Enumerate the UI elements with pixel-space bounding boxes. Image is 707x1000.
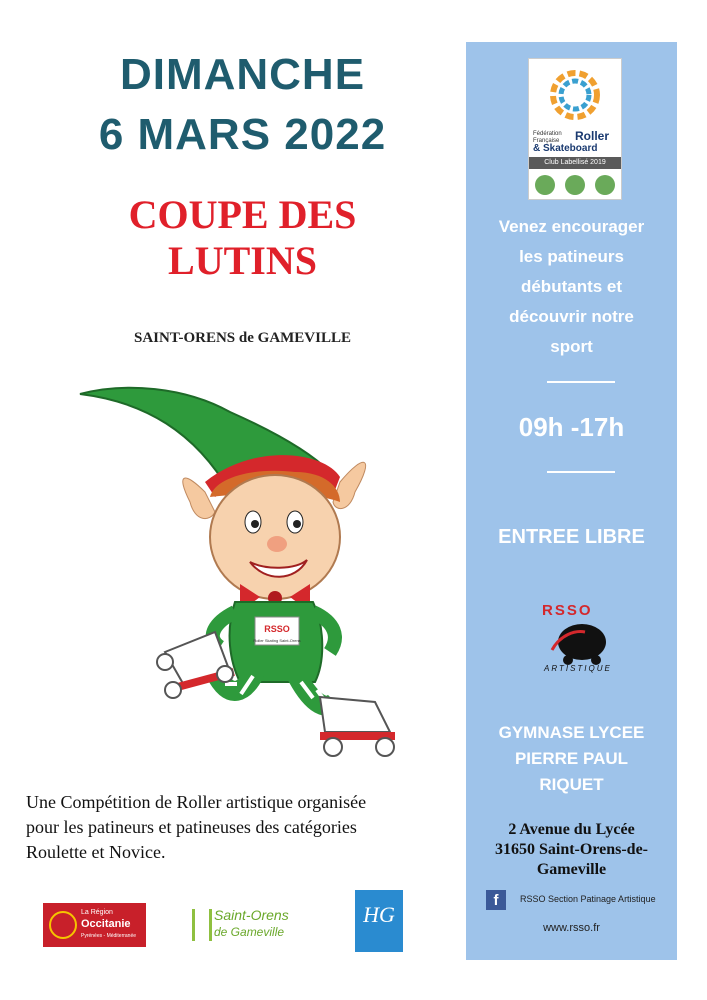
town-name-line2: de Gameville [214,925,285,939]
event-location: SAINT-ORENS de GAMEVILLE [134,330,351,346]
description-line-3: Roulette et Novice. [26,842,166,862]
rsso-artistique-logo [530,600,620,680]
skate-icon [530,620,620,670]
region-label: La Région [81,909,113,916]
occitan-cross-icon [49,911,77,939]
rsso-sub: ARTISTIQUE [544,664,612,673]
competition-description [26,790,446,865]
badge-icon-3 [595,175,615,195]
event-title-line1: COUPE DES [128,192,357,237]
colorful-ring-icon [553,73,597,117]
region-occitanie-logo [43,903,146,947]
venue-line-1: GYMNASE LYCEE [498,723,645,742]
address-line-3: Gameville [536,861,607,878]
invite-line-1: Venez encourager [498,217,645,236]
opening-hours: 09h -17h [518,412,625,442]
venue-address [466,820,677,880]
venue-line-3: RIQUET [539,775,604,794]
ffrs-line2: Française [533,138,560,144]
facebook-icon[interactable]: f [486,890,506,910]
event-date: 6 MARS 2022 [98,110,387,159]
divider-2 [547,471,615,473]
invite-line-4: découvrir notre [509,307,634,326]
hg-mark: HG [363,902,395,927]
region-name: Occitanie [81,918,131,930]
invite-line-5: sport [550,337,593,356]
town-mark-icon [192,909,212,941]
address-line-2: 31650 Saint-Orens-de- [494,841,649,858]
elf-illustration [55,372,445,772]
invite-line-2: les patineurs [519,247,624,266]
ffrs-club-label: Club Labellisé 2019 [529,157,621,169]
description-line-1: Une Compétition de Roller artistique organisée [26,792,367,812]
badge-icon-2 [565,175,585,195]
haute-garonne-logo [355,890,403,952]
description-line-2: pour les patineurs et patineuses des catégories [26,817,357,837]
invite-text [466,212,677,362]
event-title-line2: LUTINS [168,238,317,283]
region-subtitle: Pyrénées - Méditerranée [81,933,137,939]
event-day: DIMANCHE [119,50,366,99]
venue-line-2: PIERRE PAUL [514,749,629,768]
elf-bib-text: RSSO [264,624,290,634]
saint-orens-logo [192,905,307,945]
ffrs-line1: Fédération [533,131,562,137]
website-link[interactable]: www.rsso.fr [543,922,600,934]
rsso-name: RSSO [542,602,593,619]
elf-bib-subtext: Roller Skating Saint-Orens [253,638,301,643]
venue-name [466,720,677,798]
entry-free: ENTREE LIBRE [498,526,645,548]
address-line-1: 2 Avenue du Lycée [508,821,635,838]
ffrs-brand2: & Skateboard [533,143,598,154]
ffrs-logo [528,58,622,200]
facebook-label[interactable]: RSSO Section Patinage Artistique [520,894,656,904]
badge-icon-1 [535,175,555,195]
ffrs-brand1: Roller [575,129,610,143]
town-name-line1: Saint-Orens [214,907,289,923]
invite-line-3: débutants et [520,277,623,296]
divider-1 [547,381,615,383]
